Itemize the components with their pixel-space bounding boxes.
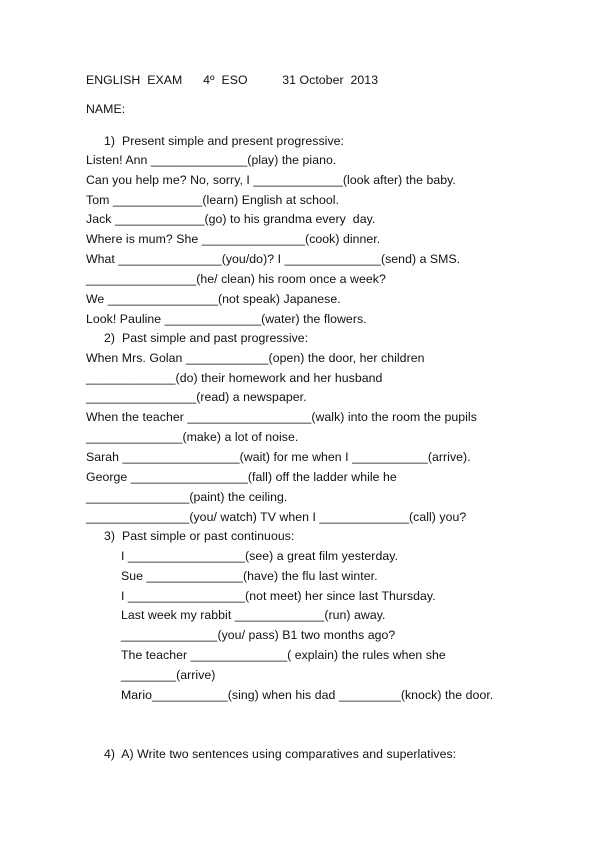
exercise-line: Listen! Ann ______________(play) the piano. <box>86 153 337 167</box>
section-3-heading: 3) Past simple or past continuous: <box>104 529 295 543</box>
exercise-line: Can you help me? No, sorry, I _____________(look after) the baby. <box>86 173 456 187</box>
exercise-line: ________________(he/ clean) his room once a week? <box>86 272 386 286</box>
exercise-line: We ________________(not speak) Japanese. <box>86 292 341 306</box>
exercise-line: Last week my rabbit _____________(run) away. <box>121 608 386 622</box>
exercise-line: ______________(make) a lot of noise. <box>86 430 299 444</box>
exercise-line: When the teacher __________________(walk) into the room the pupils <box>86 410 477 424</box>
exercise-line: ________________(read) a newspaper. <box>86 390 307 404</box>
exercise-line: What _______________(you/do)? I ______________(send) a SMS. <box>86 252 461 266</box>
exercise-line: When Mrs. Golan ____________(open) the door, her children <box>86 351 425 365</box>
exercise-line: ______________(you/ pass) B1 two months ago? <box>121 628 396 642</box>
exercise-line: The teacher ______________( explain) the rules when she <box>121 648 446 662</box>
exercise-line: Sue ______________(have) the flu last winter. <box>121 569 378 583</box>
exercise-line: _______________(you/ watch) TV when I _____________(call) you? <box>86 510 467 524</box>
exercise-line: Where is mum? She _______________(cook) dinner. <box>86 232 381 246</box>
exercise-line: _______________(paint) the ceiling. <box>86 490 288 504</box>
exam-title: ENGLISH EXAM 4º ESO 31 October 2013 <box>86 73 379 87</box>
section-1-heading: 1) Present simple and present progressive: <box>104 134 345 148</box>
exercise-line: _____________(do) their homework and her husband <box>86 371 383 385</box>
exercise-line: ________(arrive) <box>121 668 216 682</box>
exercise-line: I _________________(not meet) her since last Thursday. <box>121 589 436 603</box>
name-label: NAME: <box>86 102 126 116</box>
exercise-line: Mario___________(sing) when his dad _________(knock) the door. <box>121 688 494 702</box>
exercise-line: Tom _____________(learn) English at school. <box>86 193 340 207</box>
exercise-line: Jack _____________(go) to his grandma every day. <box>86 212 376 226</box>
section-4-heading: 4) A) Write two sentences using comparatives and superlatives: <box>104 747 457 761</box>
exercise-line: George _________________(fall) off the ladder while he <box>86 470 397 484</box>
exercise-line: Sarah _________________(wait) for me when I ___________(arrive). <box>86 450 471 464</box>
exercise-line: Look! Pauline ______________(water) the flowers. <box>86 312 367 326</box>
exercise-line: I _________________(see) a great film yesterday. <box>121 549 398 563</box>
section-2-heading: 2) Past simple and past progressive: <box>104 331 309 345</box>
